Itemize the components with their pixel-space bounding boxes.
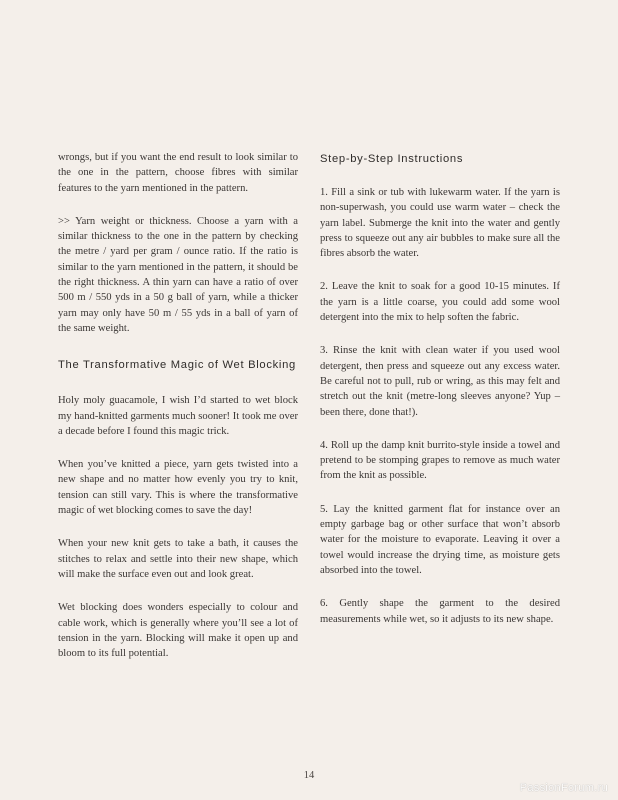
step-item: 5. Lay the knitted garment flat for instance over an empty garbage bag or other surface that won’t absorb water for the moisture to evaporate. Leaving it over a towel would increase the drying time, as moisture gets absorbed into the towel. [320, 503, 560, 576]
yarn-weight-paragraph: >> Yarn weight or thickness. Choose a yarn with a similar thickness to the one in the pattern by checking the metre / yard per gram / ounce ratio. If the ratio is similar to the yarn mentioned in the pattern, it should be the right thickness. A thin yarn can have a ratio of over 500 m / 550 yds in a 50 g ball of yarn, while a thicker yarn may only have 50 m / 55 yds in a ball of yarn of the same weight. [58, 215, 298, 334]
body-paragraph: Wet blocking does wonders especially to colour and cable work, which is generally where you’ll see a lot of tension in the yarn. Blocking will make it open up and bloom to its full potential. [58, 602, 298, 660]
watermark: PassionForum.ru [519, 782, 608, 794]
left-column [58, 150, 298, 679]
step-item: 3. Rinse the knit with clean water if you used wool detergent, then press and squeeze out any excess water. Be careful not to pull, rub or wring, as this may felt and stretch out the knit (metre-long sleeves anyone? Yup – been there, done that!). [320, 345, 560, 418]
body-paragraph: When you’ve knitted a piece, yarn gets twisted into a new shape and no matter how evenly you try to knit, tension can still vary. This is where the transformative magic of wet blocking comes to save the day! [58, 459, 298, 517]
step-item: 4. Roll up the damp knit burrito-style inside a towel and pretend to be stomping grapes to remove as much water from the knit as possible. [320, 439, 560, 482]
instructions-heading: Step-by-Step Instructions [320, 153, 464, 165]
step-item: 1. Fill a sink or tub with lukewarm water. If the yarn is non-superwash, you could use warm water – check the yarn label. Submerge the knit into the water and gently press to squeeze out any air bubbles to make sure all the fibres absorb the water. [320, 187, 560, 260]
right-column [320, 150, 560, 645]
page-number: 14 [303, 770, 315, 781]
step-item: 2. Leave the knit to soak for a good 10-15 minutes. If the yarn is a little coarse, you could add some wool detergent into the mix to help soften the fabric. [320, 281, 560, 324]
intro-paragraph: wrongs, but if you want the end result to look similar to the one in the pattern, choose fibres with similar features to the yarn mentioned in the pattern. [58, 152, 298, 194]
step-item: 6. Gently shape the garment to the desired measurements while wet, so it adjusts to its new shape. [320, 598, 560, 625]
body-paragraph: When your new knit gets to take a bath, it causes the stitches to relax and settle into their new shape, which will make the surface even out and look great. [58, 538, 298, 580]
body-paragraph: Holy moly guacamole, I wish I’d started to wet block my hand-knitted garments much sooner! It took me over a decade before I found this magic trick. [58, 395, 298, 437]
section-heading: The Transformative Magic of Wet Blocking [58, 359, 296, 372]
